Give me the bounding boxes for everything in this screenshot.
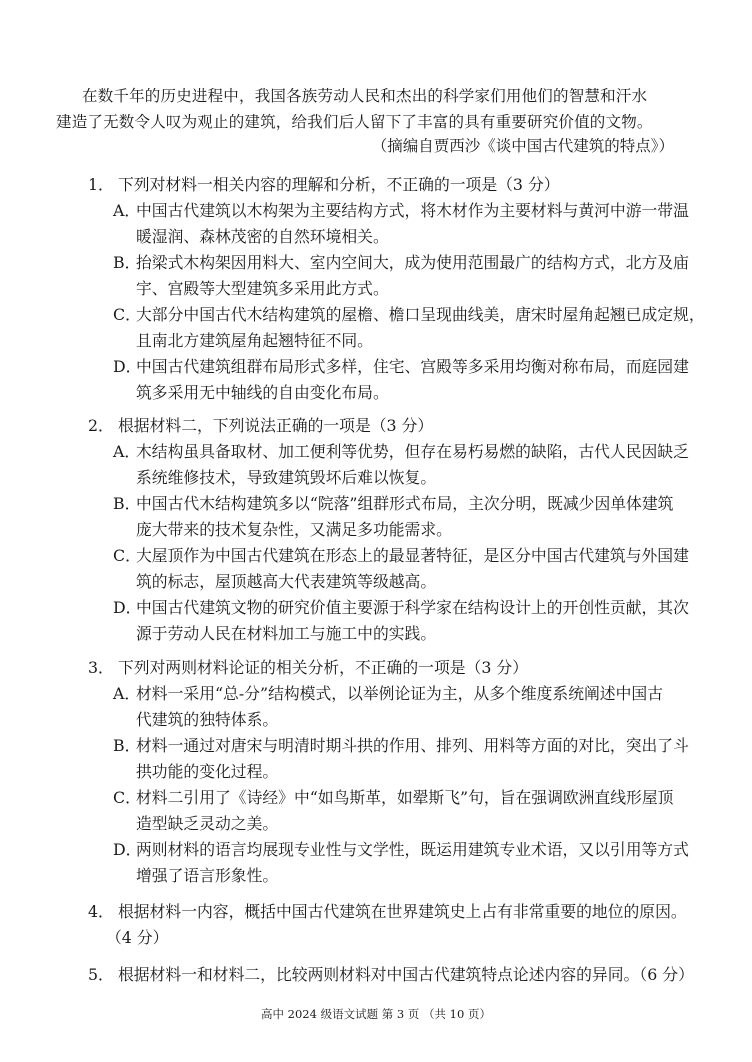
option-letter: C． <box>113 305 141 324</box>
option-line: 庞大带来的技术复杂性，又满足多功能需求。 <box>136 520 452 539</box>
option-d <box>84 354 689 406</box>
option-line: 代建筑的独特体系。 <box>136 710 279 729</box>
option-letter: C． <box>113 788 141 807</box>
option-line: 中国古代建筑以木构架为主要结构方式，将木材作为主要材料与黄河中游一带温 <box>136 201 689 220</box>
option-line: 源于劳动人民在材料加工与施工中的实践。 <box>136 624 437 643</box>
question-text: 下列对材料一相关内容的理解和分析，不正确的一项是（3 分） <box>118 175 560 194</box>
question-number: 5． <box>88 965 114 984</box>
option-line: 木结构虽具备取材、加工便利等优势，但存在易朽易燃的缺陷，古代人民因缺乏 <box>136 442 689 461</box>
question-2 <box>84 413 689 647</box>
question-stem <box>84 655 684 681</box>
option-line: 材料一采用“总-分”结构模式，以举例论证为主，从多个维度系统阐述中国古 <box>136 684 663 703</box>
question-number: 2． <box>88 416 114 435</box>
option-line: 筑多采用无中轴线的自由变化布局。 <box>136 383 389 402</box>
question-stem <box>84 413 684 439</box>
option-line: 且南北方建筑屋角起翘特征不同。 <box>136 331 373 350</box>
page-footer: 高中 2024 级语文试题 第 3 页 （共 10 页） <box>261 1007 491 1021</box>
option-d <box>84 595 689 647</box>
option-a <box>84 439 689 491</box>
option-b <box>84 491 684 543</box>
option-letter: A． <box>113 442 141 461</box>
option-letter: C． <box>113 546 141 565</box>
option-line: 中国古代木结构建筑多以“院落”组群形式布局，主次分明，既减少因单体建筑 <box>136 494 674 513</box>
option-line: 大部分中国古代木结构建筑的屋檐、檐口呈现曲线美，唐宋时屋角起翘已成定规， <box>136 305 705 324</box>
question-text: 根据材料二，下列说法正确的一项是（3 分） <box>118 416 434 435</box>
option-letter: B． <box>113 253 141 272</box>
question-number: 1． <box>88 175 114 194</box>
option-line: 大屋顶作为中国古代建筑在形态上的最显著特征，是区分中国古代建筑与外国建 <box>136 546 689 565</box>
option-line: 材料二引用了《诗经》中“如鸟斯革，如翚斯飞”句，旨在强调欧洲直线形屋顶 <box>136 788 674 807</box>
question-5 <box>84 962 694 988</box>
question-3 <box>84 655 689 889</box>
intro-line-1: 在数千年的历史进程中，我国各族劳动人民和杰出的科学家们用他们的智慧和汗水 <box>82 87 648 105</box>
option-line: 筑的标志，屋顶越高大代表建筑等级越高。 <box>136 572 437 591</box>
option-line: 抬梁式木构架因用料大、室内空间大，成为使用范围最广的结构方式，北方及庙 <box>136 253 689 272</box>
question-text: 下列对两则材料论证的相关分析，不正确的一项是（3 分） <box>118 658 528 677</box>
question-stem <box>84 962 694 988</box>
option-line: 拱功能的变化过程。 <box>136 762 279 781</box>
intro-line-2: 建造了无数令人叹为观止的建筑，给我们后人留下了丰富的具有重要研究价值的文物。 <box>56 113 653 131</box>
option-line: 中国古代建筑文物的研究价值主要源于科学家在结构设计上的开创性贡献，其次 <box>136 598 689 617</box>
option-letter: D． <box>113 357 142 376</box>
option-letter: A． <box>113 684 141 703</box>
option-line: 暖湿润、森林茂密的自然环境相关。 <box>136 227 389 246</box>
option-a <box>84 681 684 733</box>
question-number: 4． <box>88 902 114 921</box>
question-score: （4 分） <box>106 928 169 947</box>
option-line: 系统维修技术，导致建筑毁坏后难以恢复。 <box>136 468 437 487</box>
question-stem <box>84 899 687 925</box>
option-b <box>84 250 689 302</box>
option-line: 造型缺乏灵动之美。 <box>136 814 279 833</box>
option-letter: D． <box>113 840 142 859</box>
option-line: 宇、宫殿等大型建筑多采用此方式。 <box>136 279 389 298</box>
question-1 <box>84 172 705 406</box>
option-letter: A． <box>113 201 141 220</box>
question-number: 3． <box>88 658 114 677</box>
option-b <box>84 733 689 785</box>
option-c <box>84 302 705 354</box>
option-a <box>84 198 689 250</box>
question-stem <box>84 172 684 198</box>
option-line: 增强了语言形象性。 <box>136 866 279 885</box>
option-letter: B． <box>113 736 141 755</box>
question-text: 根据材料一内容，概括中国古代建筑在世界建筑史上占有非常重要的地位的原因。 <box>118 902 687 921</box>
option-letter: B． <box>113 494 141 513</box>
citation: （摘编自贾西沙《谈中国古代建筑的特点》） <box>371 137 674 155</box>
option-line: 材料一通过对唐宋与明清时期斗拱的作用、排列、用料等方面的对比，突出了斗 <box>136 736 689 755</box>
option-line: 两则材料的语言均展现专业性与文学性，既运用建筑专业术语，又以引用等方式 <box>136 840 689 859</box>
option-line: 中国古代建筑组群布局形式多样，住宅、宫殿等多采用均衡对称布局，而庭园建 <box>136 357 689 376</box>
option-c <box>84 785 684 837</box>
option-c <box>84 543 689 595</box>
question-text: 根据材料一和材料二，比较两则材料对中国古代建筑特点论述内容的异同。（6 分） <box>118 965 694 984</box>
question-4 <box>84 899 687 951</box>
option-d <box>84 837 689 889</box>
option-letter: D． <box>113 598 142 617</box>
